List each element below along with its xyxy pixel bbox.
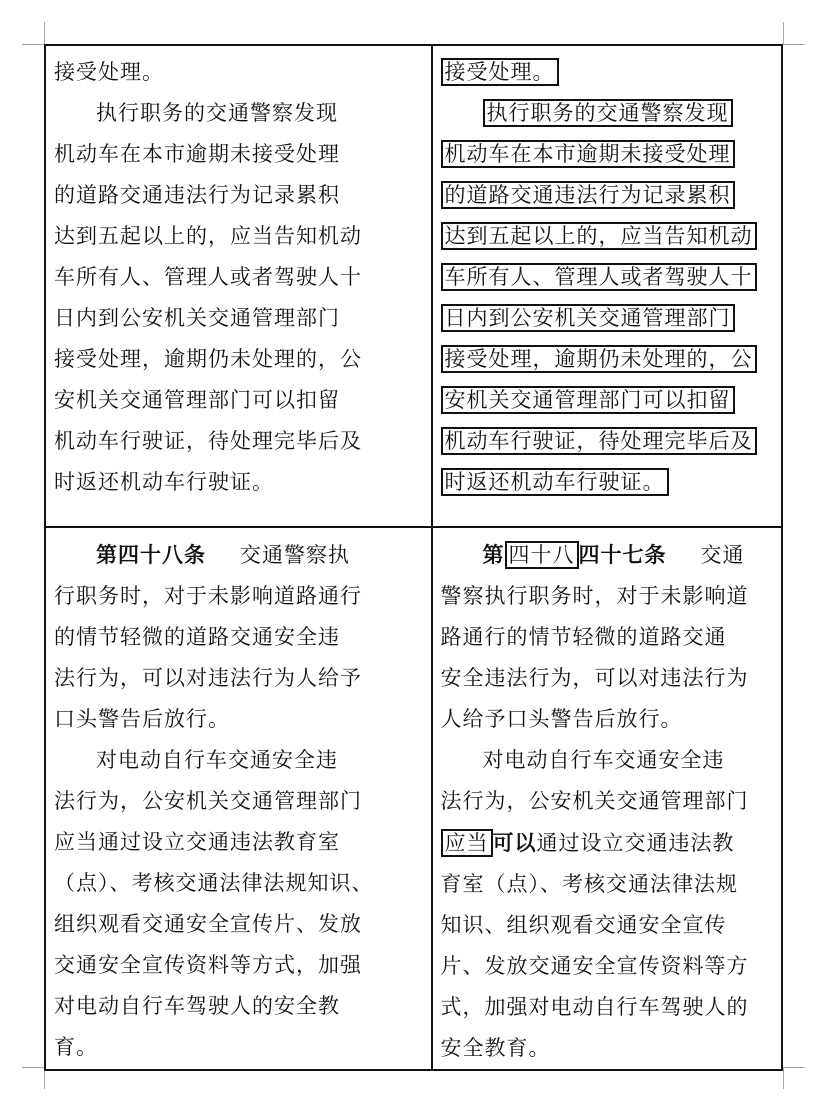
crop-mark-tl-v xyxy=(44,22,45,44)
unchanged-text-box: 接受处理。 xyxy=(441,58,559,86)
text-line: 法行为，可以对违法行为人给予 xyxy=(54,666,362,690)
unchanged-text-box: 执行职务的交通警察发现 xyxy=(483,99,733,127)
text-line xyxy=(441,421,774,462)
text-line: 式，加强对电动自行车驾驶人的 xyxy=(440,995,749,1019)
text-line: 法行为，公安机关交通管理部门 xyxy=(54,789,362,813)
text-line: （点）、考核交通法律法规知识、 xyxy=(54,871,374,895)
text-line: 法行为，公安机关交通管理部门 xyxy=(440,789,749,813)
text-line xyxy=(441,822,774,864)
unchanged-text-box: 日内到公安机关交通管理部门 xyxy=(441,304,735,332)
text-line: 警察执行职务时，对于未影响道 xyxy=(440,584,749,608)
comparison-table xyxy=(44,44,783,1071)
unchanged-text-box: 接受处理，逾期仍未处理的，公 xyxy=(441,345,757,373)
unchanged-text-box: 安机关交通管理部门可以扣留 xyxy=(441,386,735,414)
text-line xyxy=(441,93,774,134)
table-row-bottom xyxy=(45,527,782,1070)
table-row-top xyxy=(45,45,782,527)
text-line: 育。 xyxy=(54,1035,98,1059)
text-line xyxy=(441,534,774,576)
deleted-text-box: 应当 xyxy=(441,829,493,857)
text-line: 时返还机动车行驶证。 xyxy=(54,470,274,494)
text-line xyxy=(441,216,774,257)
text-line: 交通安全宣传资料等方式，加强 xyxy=(54,953,362,977)
crop-mark-br-h xyxy=(783,1067,805,1068)
text-line xyxy=(441,175,774,216)
text-line xyxy=(441,52,774,93)
text-line: 口头警告后放行。 xyxy=(54,707,230,731)
text-line xyxy=(441,257,774,298)
deleted-text-box: 四十八 xyxy=(505,541,579,569)
text-line xyxy=(441,380,774,421)
text-line: 达到五起以上的，应当告知机动 xyxy=(54,224,362,248)
article-number: 第四十八条 xyxy=(96,542,206,567)
unchanged-text-box: 车所有人、管理人或者驾驶人十 xyxy=(441,263,757,291)
text-line xyxy=(441,339,774,380)
article-prefix: 第 xyxy=(482,542,505,567)
cell-revised-bottom xyxy=(432,527,783,1070)
text-line: 行职务时，对于未影响道路通行 xyxy=(54,584,362,608)
text-line: 车所有人、管理人或者驾驶人十 xyxy=(54,265,362,289)
text-line: 安机关交通管理部门可以扣留 xyxy=(54,388,340,412)
text-line: 对电动自行车交通安全违 xyxy=(482,748,725,772)
text-line: 对电动自行车驾驶人的安全教 xyxy=(54,994,340,1018)
text-span: 交通 xyxy=(700,543,745,567)
text-line: 组织观看交通安全宣传片、发放 xyxy=(54,912,362,936)
cell-original-bottom xyxy=(45,527,432,1070)
text-line: 安全教育。 xyxy=(440,1036,551,1060)
inserted-text: 可以 xyxy=(492,830,537,855)
text-line: 接受处理，逾期仍未处理的，公 xyxy=(54,347,362,371)
text-line xyxy=(441,298,774,339)
unchanged-text-box: 的道路交通违法行为记录累积 xyxy=(441,181,735,209)
text-line: 应当通过设立交通违法教育室 xyxy=(54,830,340,854)
text-line: 片、发放交通安全宣传资料等方 xyxy=(440,954,749,978)
unchanged-text-box: 时返还机动车行驶证。 xyxy=(441,468,669,496)
text-line: 路通行的情节轻微的道路交通 xyxy=(440,625,727,649)
text-line: 执行职务的交通警察发现 xyxy=(96,101,338,125)
text-span: 通过设立交通违法教 xyxy=(536,831,735,855)
text-line: 安全违法行为，可以对违法行为 xyxy=(440,666,749,690)
crop-mark-tr-v xyxy=(783,22,784,44)
cell-revised-top xyxy=(432,45,783,527)
unchanged-text-box: 机动车行驶证，待处理完毕后及 xyxy=(441,427,757,455)
text-span: 交通警察执 xyxy=(240,543,350,567)
text-line xyxy=(441,134,774,175)
text-line: 的情节轻微的道路交通安全违 xyxy=(54,625,340,649)
text-line: 日内到公安机关交通管理部门 xyxy=(54,306,340,330)
cell-original-top xyxy=(45,45,432,527)
crop-mark-tr-h xyxy=(783,44,805,45)
text-line: 对电动自行车交通安全违 xyxy=(96,748,338,772)
crop-mark-br-v xyxy=(783,1067,784,1089)
text-line: 接受处理。 xyxy=(54,60,164,84)
text-line: 育室（点）、考核交通法律法规 xyxy=(440,872,738,896)
text-line: 的道路交通违法行为记录累积 xyxy=(54,183,340,207)
crop-mark-bl-h xyxy=(22,1067,44,1068)
crop-mark-tl-h xyxy=(22,44,44,45)
text-line: 知识、组织观看交通安全宣传 xyxy=(440,913,727,937)
text-line: 机动车行驶证，待处理完毕后及 xyxy=(54,429,362,453)
text-line xyxy=(441,462,774,503)
text-line xyxy=(54,534,423,576)
inserted-text: 四十七条 xyxy=(578,542,667,567)
text-line: 人给予口头警告后放行。 xyxy=(440,707,683,731)
text-line: 机动车在本市逾期未接受处理 xyxy=(54,142,340,166)
unchanged-text-box: 机动车在本市逾期未接受处理 xyxy=(441,140,735,168)
unchanged-text-box: 达到五起以上的，应当告知机动 xyxy=(441,222,757,250)
